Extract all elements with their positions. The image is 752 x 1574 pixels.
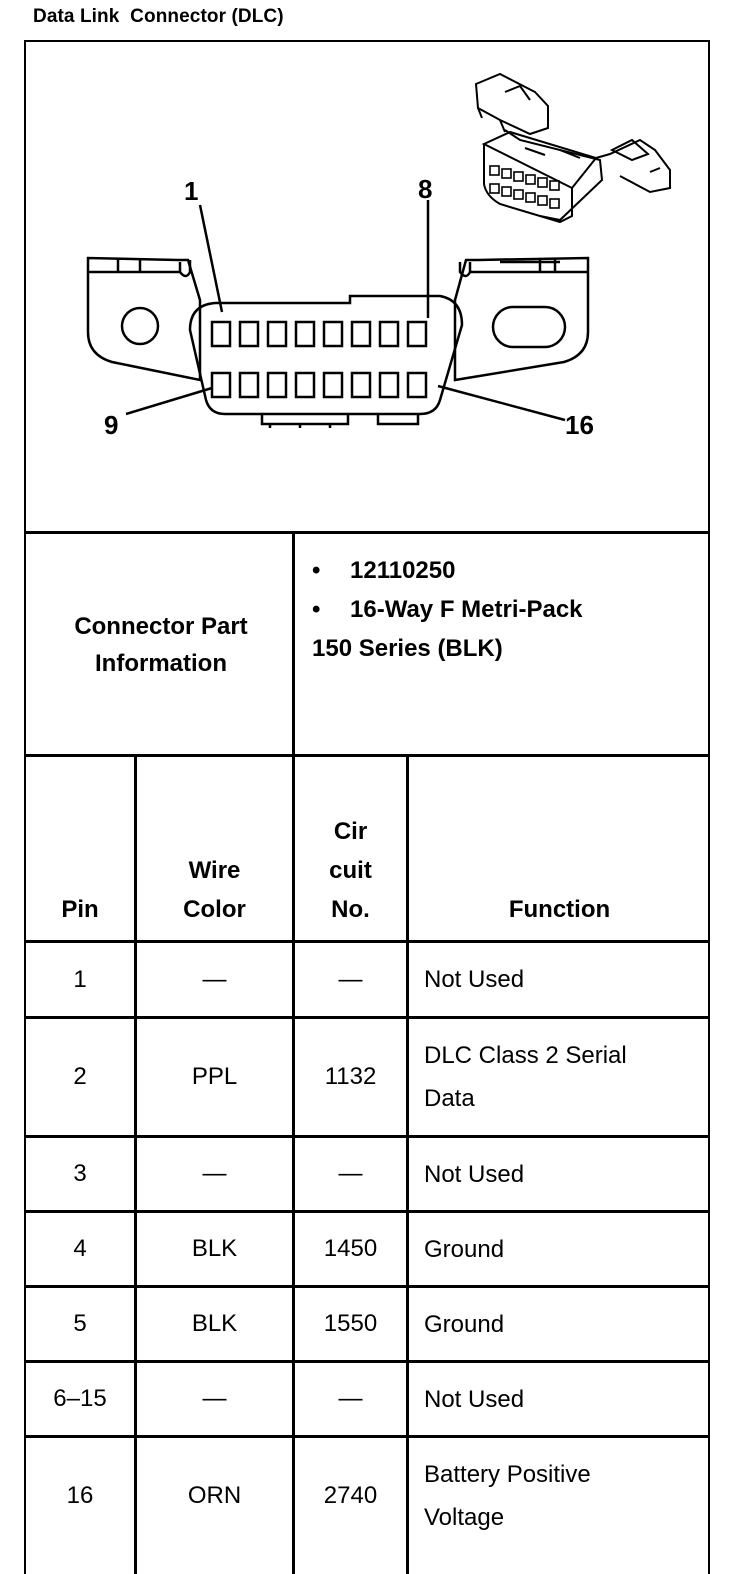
cell-function: Not Used xyxy=(424,1385,525,1413)
header-pin: Pin xyxy=(61,896,99,923)
cell-pin: 5 xyxy=(73,1310,87,1337)
cell-circuit: 1132 xyxy=(324,1063,377,1090)
pin-label-1: 1 xyxy=(184,176,199,206)
column-divider xyxy=(406,754,409,1574)
cell-wire-color: ORN xyxy=(187,1482,242,1509)
cell-function: DLC Class 2 Serial Data xyxy=(424,1042,627,1112)
cell-function: Ground xyxy=(424,1310,505,1338)
cell-function: Not Used xyxy=(424,966,525,993)
page-title: Data Link Connector (DLC) xyxy=(33,6,284,27)
header-wire-color: Wire Color xyxy=(183,857,246,923)
cell-function: Ground xyxy=(424,1235,505,1263)
dlc-connector-diagram xyxy=(0,0,752,531)
bullet-icon: • xyxy=(312,596,321,623)
cell-wire-color: — xyxy=(202,1385,227,1412)
cell-wire-color: — xyxy=(202,1160,227,1187)
cell-wire-color: BLK xyxy=(191,1235,238,1262)
connector-type: 16-Way F Metri-Pack xyxy=(350,596,583,623)
cell-wire-color: BLK xyxy=(191,1310,238,1337)
header-function: Function xyxy=(508,896,611,923)
cell-circuit: 2740 xyxy=(323,1482,378,1509)
cell-circuit: — xyxy=(338,1160,363,1187)
part-number: 12110250 xyxy=(350,557,456,584)
connector-part-info-values xyxy=(312,551,583,668)
cell-pin: 2 xyxy=(73,1063,87,1090)
cell-function: Battery Positive Voltage xyxy=(424,1461,591,1531)
header-circuit-no: Cir cuit No. xyxy=(329,818,372,923)
cell-function: Not Used xyxy=(424,1160,525,1188)
divider-info-bottom xyxy=(24,754,710,757)
cell-circuit: 1450 xyxy=(323,1235,378,1262)
cell-pin: 3 xyxy=(73,1160,87,1187)
bullet-icon: • xyxy=(312,557,321,584)
cell-wire-color: PPL xyxy=(191,1063,238,1090)
part-number-row xyxy=(312,551,583,590)
pin-label-9: 9 xyxy=(104,410,119,440)
cell-pin: 4 xyxy=(73,1235,87,1262)
connector-3d-illustration xyxy=(476,74,670,222)
cell-circuit: — xyxy=(338,965,363,993)
connector-part-info-label: Connector Part Information xyxy=(74,613,248,677)
cell-wire-color: — xyxy=(202,965,227,993)
pin-label-16: 16 xyxy=(565,410,594,440)
divider-diagram-bottom xyxy=(24,531,710,534)
cell-pin: 1 xyxy=(73,965,87,993)
connector-type-row xyxy=(312,590,583,629)
pin-label-8: 8 xyxy=(418,174,433,204)
cell-circuit: — xyxy=(338,1385,363,1412)
cell-circuit: 1550 xyxy=(323,1310,378,1337)
connector-series: 150 Series (BLK) xyxy=(312,635,503,662)
cell-pin: 6–15 xyxy=(53,1385,107,1412)
cell-pin: 16 xyxy=(66,1482,94,1509)
